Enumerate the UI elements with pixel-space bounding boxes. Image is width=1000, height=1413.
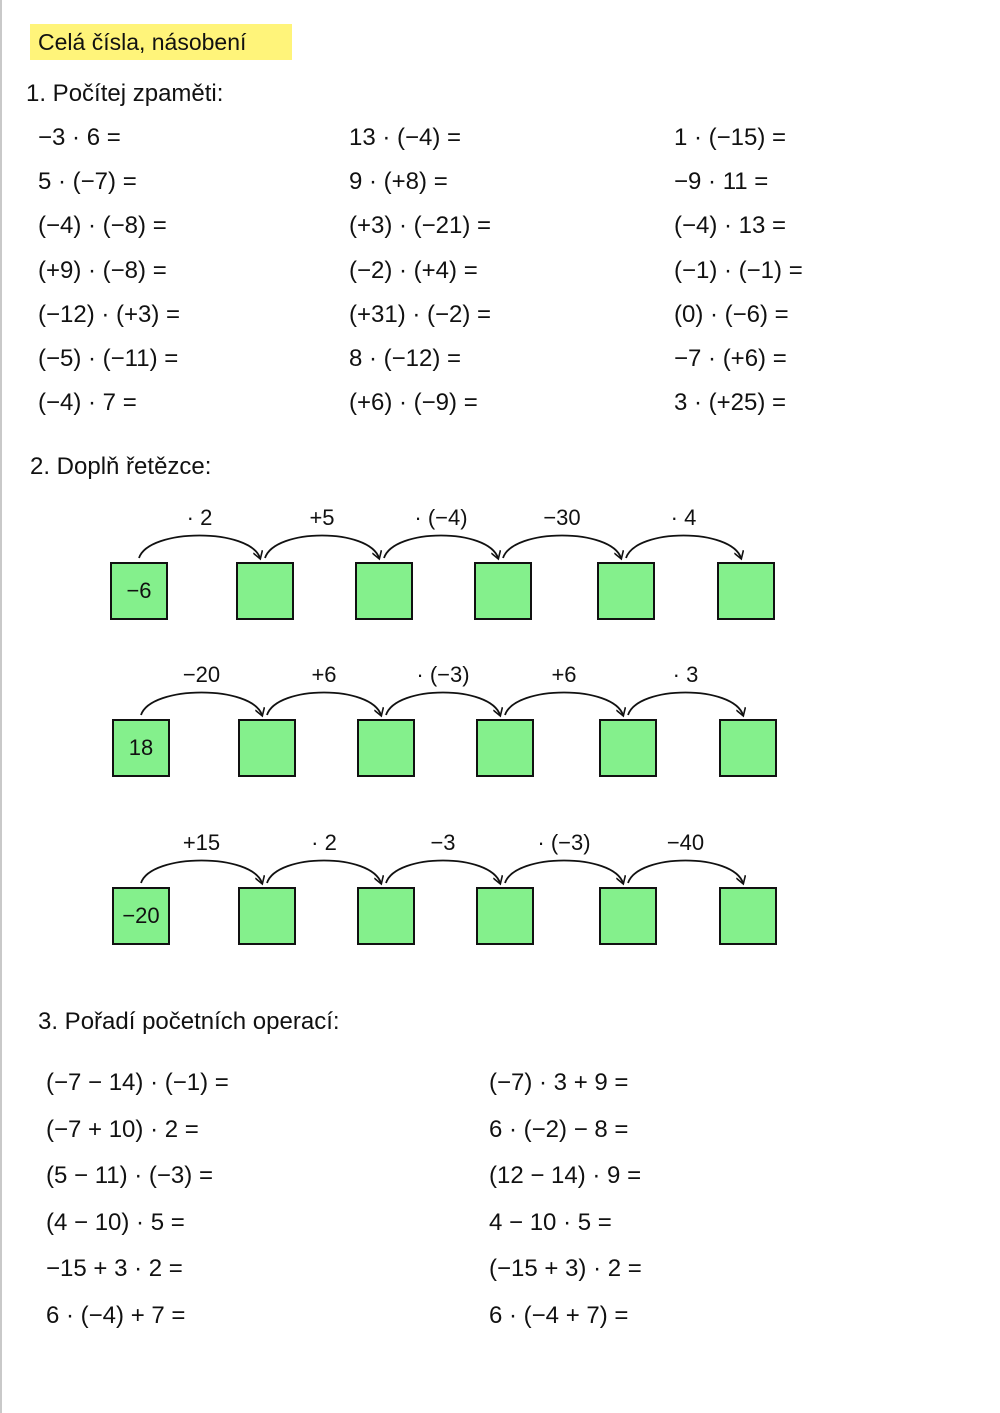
exercise-item: (−4) · 13 = (674, 212, 787, 240)
chain-arrow (267, 693, 381, 716)
chain-answer-box[interactable] (719, 887, 777, 945)
chain-operation-label: +5 (309, 505, 335, 530)
exercise-item: −3 · 6 = (38, 124, 121, 151)
section2-heading: 2. Doplň řetězce: (30, 453, 212, 480)
chain-arrow (628, 693, 743, 716)
exercise-item: (0) · (−6) = (674, 300, 789, 328)
chain-answer-box[interactable] (717, 562, 775, 620)
chain-arrow (503, 536, 621, 559)
chain-operation-label: · (−3) (416, 662, 470, 687)
chain-arrow (628, 861, 743, 884)
chain-start-box: −6 (110, 562, 168, 620)
chain-operation-label: −30 (543, 505, 581, 530)
exercise-item: (+3) · (−21) = (349, 212, 492, 240)
chain-operation-label: −3 (430, 830, 456, 855)
section3-heading: 3. Pořadí početních operací: (38, 1008, 340, 1035)
chain-arrow (141, 861, 262, 884)
chain-operation-label: · (−4) (414, 505, 468, 530)
chain-arrow (386, 693, 500, 716)
exercise-item: (+9) · (−8) = (38, 256, 167, 284)
chain-answer-box[interactable] (476, 887, 534, 945)
chain-operation-label: · (−3) (537, 830, 591, 855)
exercise-item: 13 · (−4) = (349, 124, 462, 151)
chain-operation-label: · 2 (186, 505, 213, 530)
exercise-item: (−1) · (−1) = (674, 256, 803, 284)
exercise-item: 8 · (−12) = (349, 345, 462, 372)
exercise-item: (−7 + 10) · 2 = (46, 1115, 199, 1143)
exercise-item: 1 · (−15) = (674, 124, 787, 151)
exercise-item: (4 − 10) · 5 = (46, 1208, 185, 1236)
chain-operation-label: · 4 (670, 505, 697, 530)
chain-answer-box[interactable] (357, 887, 415, 945)
chain-arrow (505, 861, 623, 884)
exercise-item: (−4) · (−8) = (38, 212, 167, 240)
chain-operation-label: +6 (551, 662, 577, 687)
exercise-item: 3 · (+25) = (674, 389, 787, 417)
exercise-item: −9 · 11 = (674, 168, 769, 196)
chain-operation-label: −40 (666, 830, 705, 855)
exercise-item: (−15 + 3) · 2 = (489, 1255, 642, 1283)
chain-arrow (505, 693, 623, 716)
exercise-item: 9 · (+8) = (349, 168, 448, 196)
exercise-item: (+31) · (−2) = (349, 300, 492, 328)
chain-start-box: 18 (112, 719, 170, 777)
chain-answer-box[interactable] (719, 719, 777, 777)
chain-arrow (626, 536, 741, 559)
exercise-item: (12 − 14) · 9 = (489, 1162, 642, 1190)
exercise-item: −15 + 3 · 2 = (46, 1255, 183, 1283)
exercise-item: 6 · (−4) + 7 = (46, 1302, 186, 1329)
chain-answer-box[interactable] (355, 562, 413, 620)
chain-arrow (267, 861, 381, 884)
chain-answer-box[interactable] (599, 887, 657, 945)
chain-arrow (141, 693, 262, 716)
exercise-item: (−7) · 3 + 9 = (489, 1069, 629, 1096)
exercise-item: (−12) · (+3) = (38, 300, 181, 328)
chain-answer-box[interactable] (238, 719, 296, 777)
chain-answer-box[interactable] (236, 562, 294, 620)
chain-arrow (139, 536, 260, 559)
chain-operation-label: +15 (182, 830, 221, 855)
exercise-item: (−4) · 7 = (38, 389, 137, 417)
chain-operation-label: +6 (311, 662, 337, 687)
exercise-item: (−2) · (+4) = (349, 256, 478, 284)
exercise-item: −7 · (+6) = (674, 345, 787, 372)
exercise-item: (−7 − 14) · (−1) = (46, 1069, 229, 1096)
chain-operation-label: · 3 (672, 662, 699, 687)
chain-answer-box[interactable] (597, 562, 655, 620)
chain-answer-box[interactable] (474, 562, 532, 620)
section1-heading: 1. Počítej zpaměti: (26, 80, 224, 107)
chain-start-box: −20 (112, 887, 170, 945)
chain-answer-box[interactable] (476, 719, 534, 777)
exercise-item: (+6) · (−9) = (349, 389, 478, 417)
page-edge-rule (0, 0, 2, 1413)
chain-answer-box[interactable] (599, 719, 657, 777)
chain-arrow (265, 536, 379, 559)
exercise-item: 5 · (−7) = (38, 168, 137, 196)
chain-answer-box[interactable] (357, 719, 415, 777)
chain-operation-label: −20 (182, 662, 221, 687)
chain-arrow (384, 536, 498, 559)
exercise-item: 6 · (−4 + 7) = (489, 1302, 629, 1329)
exercise-item: 4 − 10 · 5 = (489, 1208, 612, 1236)
chain-answer-box[interactable] (238, 887, 296, 945)
chain-operation-label: · 2 (311, 830, 337, 855)
exercise-item: (−5) · (−11) = (38, 345, 179, 372)
worksheet-title: Celá čísla, násobení (38, 29, 247, 55)
exercise-item: 6 · (−2) − 8 = (489, 1115, 629, 1143)
chain-arrow (386, 861, 500, 884)
exercise-item: (5 − 11) · (−3) = (46, 1162, 213, 1190)
